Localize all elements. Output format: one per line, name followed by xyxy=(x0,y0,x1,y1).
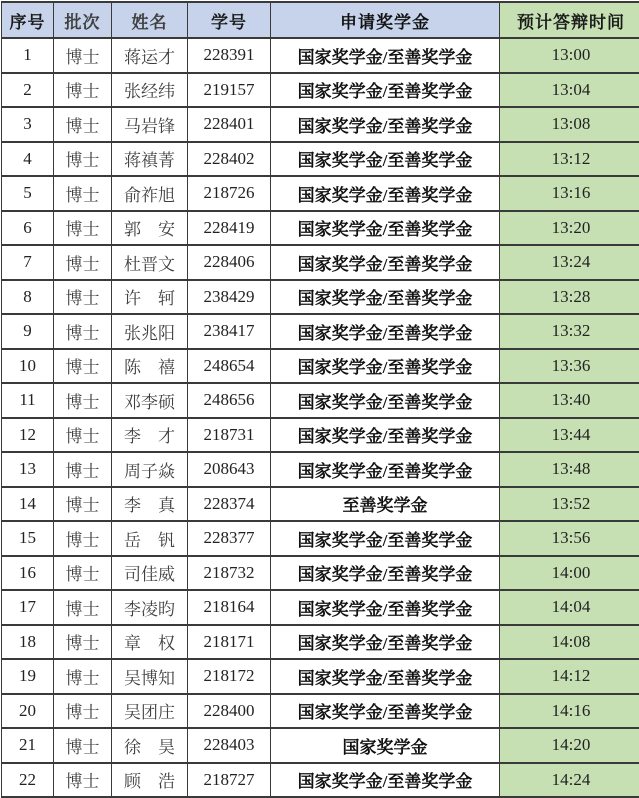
student-id-cell: 228400 xyxy=(188,694,271,729)
defense-time-cell: 13:32 xyxy=(500,314,639,349)
batch-cell: 博士 xyxy=(54,763,112,798)
scholarship-cell: 国家奖学金/至善奖学金 xyxy=(271,245,500,280)
serial-cell: 21 xyxy=(2,728,54,763)
defense-time-cell: 14:12 xyxy=(500,659,639,694)
scholarship-cell: 国家奖学金/至善奖学金 xyxy=(271,659,500,694)
scholarship-cell: 国家奖学金/至善奖学金 xyxy=(271,176,500,211)
serial-cell: 18 xyxy=(2,625,54,660)
defense-time-cell: 13:48 xyxy=(500,452,639,487)
name-cell: 蒋禛菁 xyxy=(112,142,188,177)
table-row xyxy=(2,383,639,418)
name-cell: 许 轲 xyxy=(112,280,188,315)
table-row xyxy=(2,625,639,660)
scholarship-cell: 国家奖学金/至善奖学金 xyxy=(271,694,500,729)
name-cell: 司佳威 xyxy=(112,556,188,591)
batch-cell: 博士 xyxy=(54,107,112,142)
student-id-cell: 228406 xyxy=(188,245,271,280)
defense-time-cell: 13:52 xyxy=(500,487,639,522)
table-row xyxy=(2,763,639,798)
name-cell: 章 权 xyxy=(112,625,188,660)
table-row xyxy=(2,590,639,625)
student-id-cell: 248654 xyxy=(188,349,271,384)
batch-cell: 博士 xyxy=(54,659,112,694)
table-row xyxy=(2,659,639,694)
student-id-cell: 248656 xyxy=(188,383,271,418)
student-id-cell: 228374 xyxy=(188,487,271,522)
table-row xyxy=(2,487,639,522)
header-scholarship: 申请奖学金 xyxy=(271,2,500,38)
serial-cell: 20 xyxy=(2,694,54,729)
name-cell: 马岩锋 xyxy=(112,107,188,142)
table-row xyxy=(2,452,639,487)
scholarship-cell: 国家奖学金/至善奖学金 xyxy=(271,211,500,246)
table-row xyxy=(2,211,639,246)
table-row xyxy=(2,245,639,280)
table-row xyxy=(2,694,639,729)
student-id-cell: 228401 xyxy=(188,107,271,142)
name-cell: 邓李硕 xyxy=(112,383,188,418)
name-cell: 吴团庄 xyxy=(112,694,188,729)
scholarship-cell: 国家奖学金/至善奖学金 xyxy=(271,107,500,142)
batch-cell: 博士 xyxy=(54,73,112,108)
batch-cell: 博士 xyxy=(54,176,112,211)
defense-time-cell: 13:24 xyxy=(500,245,639,280)
scholarship-cell: 国家奖学金/至善奖学金 xyxy=(271,590,500,625)
defense-time-cell: 13:16 xyxy=(500,176,639,211)
batch-cell: 博士 xyxy=(54,556,112,591)
student-id-cell: 218732 xyxy=(188,556,271,591)
batch-cell: 博士 xyxy=(54,142,112,177)
batch-cell: 博士 xyxy=(54,211,112,246)
student-id-cell: 218164 xyxy=(188,590,271,625)
schedule-table xyxy=(1,1,639,798)
name-cell: 周子焱 xyxy=(112,452,188,487)
batch-cell: 博士 xyxy=(54,418,112,453)
batch-cell: 博士 xyxy=(54,452,112,487)
name-cell: 顾 浩 xyxy=(112,763,188,798)
defense-time-cell: 13:44 xyxy=(500,418,639,453)
defense-time-cell: 14:08 xyxy=(500,625,639,660)
serial-cell: 10 xyxy=(2,349,54,384)
name-cell: 李 真 xyxy=(112,487,188,522)
scholarship-cell: 国家奖学金 xyxy=(271,728,500,763)
scholarship-cell: 国家奖学金/至善奖学金 xyxy=(271,142,500,177)
header-row xyxy=(2,2,639,38)
scholarship-cell: 国家奖学金/至善奖学金 xyxy=(271,556,500,591)
serial-cell: 7 xyxy=(2,245,54,280)
table-row xyxy=(2,73,639,108)
serial-cell: 6 xyxy=(2,211,54,246)
scholarship-cell: 至善奖学金 xyxy=(271,487,500,522)
serial-cell: 16 xyxy=(2,556,54,591)
defense-time-cell: 13:56 xyxy=(500,521,639,556)
serial-cell: 12 xyxy=(2,418,54,453)
student-id-cell: 228377 xyxy=(188,521,271,556)
scholarship-cell: 国家奖学金/至善奖学金 xyxy=(271,349,500,384)
name-cell: 郭 安 xyxy=(112,211,188,246)
student-id-cell: 238429 xyxy=(188,280,271,315)
student-id-cell: 238417 xyxy=(188,314,271,349)
scholarship-cell: 国家奖学金/至善奖学金 xyxy=(271,625,500,660)
scholarship-cell: 国家奖学金/至善奖学金 xyxy=(271,38,500,73)
name-cell: 徐 昊 xyxy=(112,728,188,763)
table-row xyxy=(2,728,639,763)
table-row xyxy=(2,556,639,591)
student-id-cell: 218171 xyxy=(188,625,271,660)
defense-time-cell: 13:20 xyxy=(500,211,639,246)
scholarship-cell: 国家奖学金/至善奖学金 xyxy=(271,280,500,315)
defense-time-cell: 14:20 xyxy=(500,728,639,763)
defense-time-cell: 13:28 xyxy=(500,280,639,315)
defense-time-cell: 13:00 xyxy=(500,38,639,73)
table-row xyxy=(2,107,639,142)
defense-time-cell: 14:16 xyxy=(500,694,639,729)
student-id-cell: 228391 xyxy=(188,38,271,73)
batch-cell: 博士 xyxy=(54,349,112,384)
table-row xyxy=(2,176,639,211)
batch-cell: 博士 xyxy=(54,245,112,280)
batch-cell: 博士 xyxy=(54,487,112,522)
name-cell: 张兆阳 xyxy=(112,314,188,349)
table-row xyxy=(2,418,639,453)
name-cell: 吴博知 xyxy=(112,659,188,694)
serial-cell: 4 xyxy=(2,142,54,177)
serial-cell: 5 xyxy=(2,176,54,211)
serial-cell: 3 xyxy=(2,107,54,142)
serial-cell: 22 xyxy=(2,763,54,798)
student-id-cell: 218731 xyxy=(188,418,271,453)
defense-time-cell: 14:04 xyxy=(500,590,639,625)
serial-cell: 15 xyxy=(2,521,54,556)
header-defense-time: 预计答辩时间 xyxy=(500,2,639,38)
defense-time-cell: 13:04 xyxy=(500,73,639,108)
defense-time-cell: 13:36 xyxy=(500,349,639,384)
name-cell: 陈 禧 xyxy=(112,349,188,384)
header-batch: 批次 xyxy=(54,2,112,38)
student-id-cell: 208643 xyxy=(188,452,271,487)
schedule-table-header xyxy=(2,2,639,38)
table-row xyxy=(2,280,639,315)
header-serial: 序号 xyxy=(2,2,54,38)
header-student-id: 学号 xyxy=(188,2,271,38)
scholarship-cell: 国家奖学金/至善奖学金 xyxy=(271,314,500,349)
defense-time-cell: 13:40 xyxy=(500,383,639,418)
serial-cell: 11 xyxy=(2,383,54,418)
scholarship-cell: 国家奖学金/至善奖学金 xyxy=(271,73,500,108)
defense-time-cell: 13:08 xyxy=(500,107,639,142)
serial-cell: 14 xyxy=(2,487,54,522)
name-cell: 李 才 xyxy=(112,418,188,453)
student-id-cell: 228419 xyxy=(188,211,271,246)
serial-cell: 17 xyxy=(2,590,54,625)
serial-cell: 2 xyxy=(2,73,54,108)
scholarship-cell: 国家奖学金/至善奖学金 xyxy=(271,452,500,487)
batch-cell: 博士 xyxy=(54,728,112,763)
scholarship-cell: 国家奖学金/至善奖学金 xyxy=(271,763,500,798)
serial-cell: 13 xyxy=(2,452,54,487)
table-row xyxy=(2,521,639,556)
batch-cell: 博士 xyxy=(54,694,112,729)
batch-cell: 博士 xyxy=(54,280,112,315)
batch-cell: 博士 xyxy=(54,383,112,418)
name-cell: 李凌昀 xyxy=(112,590,188,625)
batch-cell: 博士 xyxy=(54,625,112,660)
table-row xyxy=(2,314,639,349)
student-id-cell: 218727 xyxy=(188,763,271,798)
student-id-cell: 218726 xyxy=(188,176,271,211)
scholarship-cell: 国家奖学金/至善奖学金 xyxy=(271,383,500,418)
defense-time-cell: 13:12 xyxy=(500,142,639,177)
student-id-cell: 219157 xyxy=(188,73,271,108)
header-name: 姓名 xyxy=(112,2,188,38)
batch-cell: 博士 xyxy=(54,38,112,73)
name-cell: 张经纬 xyxy=(112,73,188,108)
name-cell: 岳 钒 xyxy=(112,521,188,556)
defense-time-cell: 14:00 xyxy=(500,556,639,591)
serial-cell: 9 xyxy=(2,314,54,349)
serial-cell: 19 xyxy=(2,659,54,694)
table-row xyxy=(2,38,639,73)
batch-cell: 博士 xyxy=(54,590,112,625)
student-id-cell: 218172 xyxy=(188,659,271,694)
name-cell: 俞祚旭 xyxy=(112,176,188,211)
student-id-cell: 228402 xyxy=(188,142,271,177)
scholarship-cell: 国家奖学金/至善奖学金 xyxy=(271,521,500,556)
schedule-table-body xyxy=(2,38,639,797)
name-cell: 蒋运才 xyxy=(112,38,188,73)
student-id-cell: 228403 xyxy=(188,728,271,763)
defense-time-cell: 14:24 xyxy=(500,763,639,798)
table-row xyxy=(2,349,639,384)
batch-cell: 博士 xyxy=(54,521,112,556)
table-row xyxy=(2,142,639,177)
serial-cell: 1 xyxy=(2,38,54,73)
serial-cell: 8 xyxy=(2,280,54,315)
scholarship-cell: 国家奖学金/至善奖学金 xyxy=(271,418,500,453)
batch-cell: 博士 xyxy=(54,314,112,349)
name-cell: 杜晋文 xyxy=(112,245,188,280)
